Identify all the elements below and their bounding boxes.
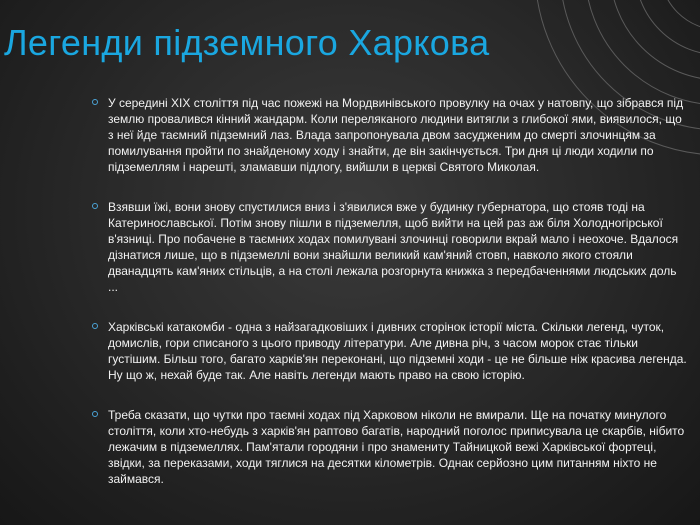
bullet-text: Треба сказати, що чутки про таємні ходах під Харковом ніколи не вмирали. Ще на початку минулого століття, коли хто-небудь з харків'ян раптово багатів, народний поголос приписувала це скарбів, нібито лежачим в підземеллях. Пам'ятали городяни і про знамениту Тайницкой вежі Харківської фортеці, звідки, за переказами, ходи тяглися на десятки кілометрів. Однак серйозно цим питанням ніхто не займався.	[108, 408, 685, 486]
bullet-text: Взявши їжі, вони знову спустилися вниз і з'явилися вже у будинку губернатора, що стояв тоді на Катеринославської. Потім знову пішли в підземелля, щоб вийти на цей раз аж біля Холодногірської в'язниці. Про побачене в таємних ходах помилувані злочинці говорили вкрай мало і неохоче. Вдалося дізнатися лише, що в підземеллі вони знайшли великий кам'яний стовп, навколо якого стояли дванадцять кам'яних стільців, а на столі лежала розгорнута книжка з передбаченнями людських доль ...	[108, 200, 679, 294]
bullet-item	[92, 95, 688, 175]
bullet-ring-icon	[92, 323, 98, 329]
slide-title: Легенди підземного Харкова	[4, 22, 490, 63]
bullet-item	[92, 199, 688, 295]
bullet-item	[92, 319, 688, 383]
bullet-item	[92, 407, 688, 487]
bullet-ring-icon	[92, 411, 98, 417]
decor-arc	[660, 0, 700, 30]
decor-arc	[635, 0, 700, 55]
bullet-text: Харківські катакомби - одна з найзагадковіших і дивних сторінок історії міста. Скільки легенд, чуток, домислів, гори списаного з цього приводу літератури. Але дивна річ, з часом морок стає тільки густішим. Більш того, багато харків'ян переконані, що підземні ходи - це не більше ніж красива легенда. Ну що ж, нехай буде так. Але навіть легенди мають право на свою історію.	[108, 320, 687, 382]
bullet-ring-icon	[92, 203, 98, 209]
decor-arc	[610, 0, 700, 80]
decor-arc	[585, 0, 700, 105]
bullet-list	[92, 95, 688, 511]
bullet-ring-icon	[92, 99, 98, 105]
bullet-text: У середині XIX століття під час пожежі на Мордвинівського провулку на очах у натовпу, що зібрався під землю провалився кінний жандарм. Коли переляканого людини витягли з глибокої ями, виявилося, що з неї йде таємний підземний лаз. Влада запропонувала двом засудженим до смерті злочинцям за помилування пройти по знайденому ходу і знайти, де він закінчується. Три дня ці люди ходили по підземеллям і нарешті, зламавши підлогу, вийшли в церкві Святого Миколая.	[108, 96, 684, 174]
